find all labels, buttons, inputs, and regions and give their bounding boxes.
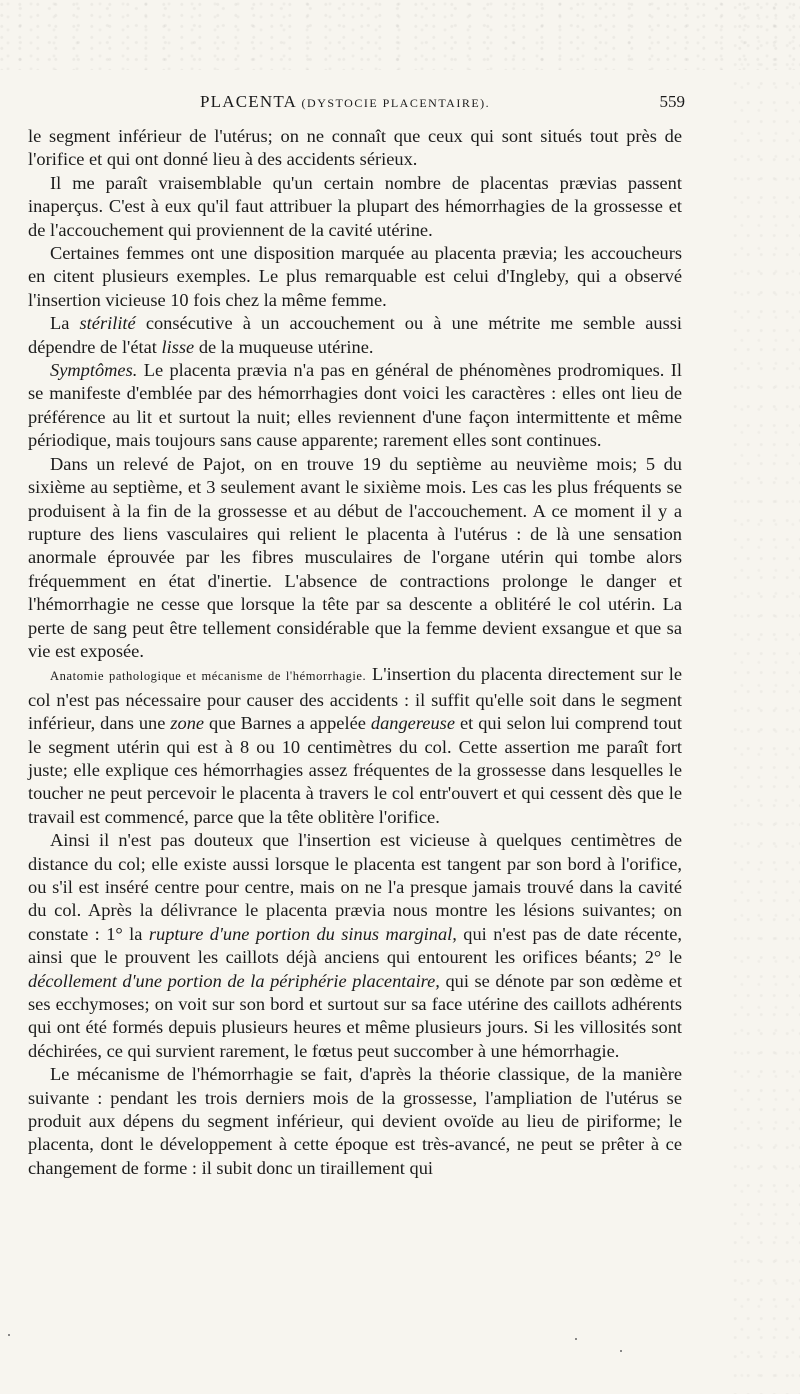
term-sterilite: stérilité (79, 313, 136, 334)
running-title (200, 92, 490, 112)
paragraph-4 (28, 312, 682, 359)
term-rupture-sinus: rupture d'une portion du sinus marginal, (148, 923, 457, 944)
page-number: 559 (659, 92, 685, 111)
scan-speck (8, 1334, 10, 1336)
paragraph-2: Il me paraît vraisemblable qu'un certain nombre de placentas prævias passent inaperçus. C'est à eux qu'il faut attribuer la plupart des hémorrhagies de la grossesse et de l'accouchement qui proviennent de la cavité utérine. (28, 172, 682, 240)
term-dangereuse: dangereuse (370, 713, 455, 734)
paragraph-1: le segment inférieur de l'utérus; on ne connaît que ceux qui sont situés tout près de l'orifice et qui ont donné lieu à des accidents sérieux. (28, 126, 682, 170)
paragraph-9: Le mécanisme de l'hémorrhagie se fait, d'après la théorie classique, de la manière suivante : pendant les trois derniers mois de la grossesse, l'ampliation de l'utérus se produit aux dépens du segment inférieur, qui devient ovoïde au lieu de piriforme; le placenta, dont le développement à cette époque est très-avancé, ne peut se prêter à ce changement de forme : il subit donc un tiraillement qui (28, 1064, 682, 1178)
scan-noise-top (0, 0, 800, 70)
paragraph-7-part-b: L'insertion du placenta directement sur le col n'est pas nécessaire pour causer des accidents : il suffit qu'elle soit dans le segment inférieur, dans une (28, 664, 682, 734)
paragraph-8-part-e: qui se dénote par son œdème et ses ecchymoses; on voit sur son bord et surtout sur sa face utérine des caillots adhérents qui ont été formés depuis plusieurs heures et même plusieurs jours. Si les villosités sont déchirées, ce qui survient rarement, le fœtus peut succomber à une hémorrhagie. (28, 970, 683, 1061)
scan-bottom-marks (0, 1330, 800, 1390)
paragraph-8 (28, 829, 682, 1063)
paragraph-5 (28, 359, 682, 453)
paragraph-4-part-e: de la muqueuse utérine. (194, 336, 374, 357)
section-heading-symptomes: Symptômes. (50, 360, 138, 381)
paragraph-5-text: Le placenta prævia n'a pas en général de phénomènes prodromiques. Il se manifeste d'emblée par des hémorrhagies dont voici les caractères : elles ont lieu de préférence au lit et surtout la nuit; elles reviennent d'une façon intermittente et même périodique, mais toujours sans cause apparente; rarement elles sont continues. (28, 360, 682, 451)
scan-speck (620, 1350, 622, 1352)
paragraph-7-part-d: que Barnes a appelée (204, 713, 371, 734)
paragraph-7-part-f: et qui selon lui comprend tout le segment utérin qui est à 8 ou 10 centimètres du col. Cette assertion me paraît fort juste; elle explique ces hémorrhagies assez fréquentes de la grossesse dans lesquelles le toucher ne peut percevoir le placenta à travers le col entr'ouvert et qui cessent dès que le travail est commencé, parce que la tête oblitère l'orifice. (28, 713, 682, 827)
term-lisse: lisse (161, 336, 195, 357)
term-decollement: décollement d'une portion de la périphérie placentaire, (28, 970, 440, 991)
section-heading-anatomie: Anatomie pathologique et mécanisme de l'hémorrhagie. (50, 669, 367, 684)
paragraph-4-part-a: La (50, 313, 80, 334)
running-header (200, 92, 685, 116)
running-title-main: PLACENTA (200, 92, 297, 111)
paragraph-3: Certaines femmes ont une disposition marquée au placenta prævia; les accoucheurs en citent plusieurs exemples. Le plus remarquable est celui d'Ingleby, qui a observé l'insertion vicieuse 10 fois chez la même femme. (28, 243, 682, 310)
scan-speck (575, 1338, 577, 1340)
paragraph-7 (28, 663, 682, 829)
paragraph-8-part-a: Ainsi il n'est pas douteux que l'insertion est vicieuse à quelques centimètres de distance du col; elle existe aussi lorsque le placenta est tangent par son bord à l'orifice, ou s'il est inséré centre pour centre, mais on ne l'a presque jamais trouvé dans la cavité du col. Après la délivrance le placenta prævia nous montre les lésions suivantes; on constate : 1° la (28, 830, 682, 944)
running-title-sub: (DYSTOCIE PLACENTAIRE). (301, 96, 491, 110)
paragraph-4-part-c: consécutive à un accouchement ou à une métrite me semble aussi dépendre de l'état (28, 313, 682, 357)
paragraph-6: Dans un relevé de Pajot, on en trouve 19 du septième au neuvième mois; 5 du sixième au septième, et 3 seulement avant le sixième mois. Les cas les plus fréquents se produisent à la fin de la grossesse et au début de l'accouchement. A ce moment il y a rupture des liens vasculaires qui relient le placenta à l'utérus : de là une sensation anormale éprouvée par les fibres musculaires de l'organe utérin qui tombe alors fréquemment en état d'inertie. L'absence de contractions prolonge le danger et l'hémorrhagie ne cesse que lorsque la tête par sa descente a oblitéré le col utérin. La perte de sang peut être tellement considérable que la femme devient exsangue et que sa vie est exposée. (28, 453, 682, 661)
scan-noise-right-edge (730, 0, 800, 1394)
term-zone: zone (170, 713, 205, 734)
paragraph-8-part-c: qui n'est pas de date récente, ainsi que le prouvent les caillots déjà anciens qui entourent les orifices béants; 2° le (28, 923, 682, 968)
page-body (28, 125, 682, 1180)
